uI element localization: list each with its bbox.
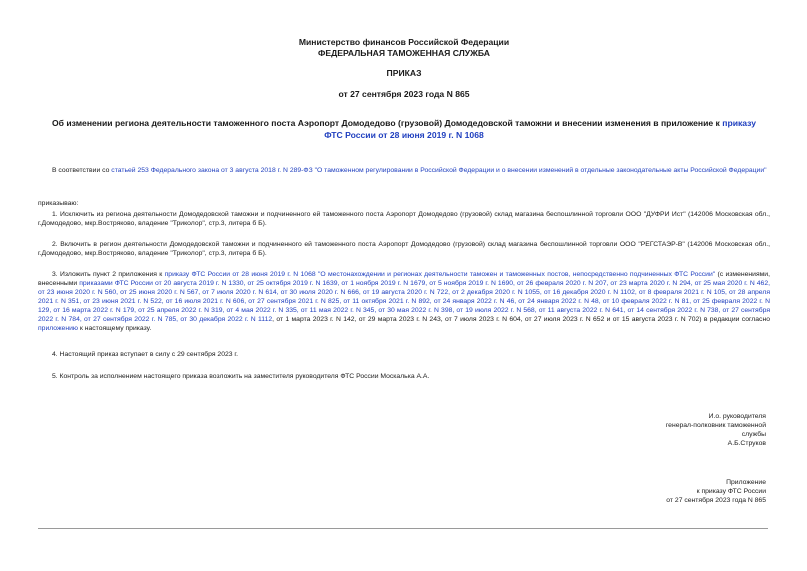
signature-line-3: службы — [741, 431, 766, 438]
item-3-suffix: к настоящему приказу. — [79, 325, 152, 332]
signature-name: А.Б.Струков — [727, 440, 766, 447]
item-3 — [38, 270, 770, 333]
item-5 — [38, 372, 770, 381]
document-type: ПРИКАЗ — [386, 68, 422, 78]
ministry-name: Министерство финансов Российской Федерации — [298, 37, 510, 47]
item-4 — [38, 350, 770, 359]
item-1-text: 1. Исключить из региона деятельности Домодедовской таможни и подчиненного ей таможенного поста Аэропорт Домодедово (грузовой) склад магазина беспошлинной торговли ООО "ДУФРИ Ист" (142006 Московская обл., г.Домодедово, мкр.Востряково, владение "Триколор", стр.3, литера б Б). — [38, 211, 770, 227]
item-2 — [38, 240, 770, 258]
appendix-line-3: от 27 сентября 2023 года N 865 — [666, 497, 766, 504]
preamble-law-link[interactable]: статьей 253 Федерального закона от 3 августа 2018 г. N 289-ФЗ "О таможенном регулировании в Российской Федерации и о внесении изменений в отдельные законодательные акты Российской Федерации" — [111, 167, 767, 174]
document-page — [38, 0, 770, 571]
item-1 — [38, 210, 770, 228]
signature-block — [626, 412, 766, 448]
item-2-text: 2. Включить в регион деятельности Домодедовской таможни и подчиненного ей таможенного поста Аэропорт Домодедово (грузовой) склад магазина беспошлинной торговли ООО "РЕГСТАЭР-В" (142006 Московская обл., г.Домодедово, мкр.Востряково, владение "Триколор", стр.3, литера б Б). — [38, 241, 770, 257]
item-4-text: 4. Настоящий приказ вступает в силу с 29 сентября 2023 г. — [52, 351, 238, 358]
page-divider — [38, 528, 768, 529]
service-name: ФЕДЕРАЛЬНАЯ ТАМОЖЕННАЯ СЛУЖБА — [318, 48, 490, 58]
title-text: Об изменении региона деятельности таможенного поста Аэропорт Домодедово (грузовой) Домодедовской таможни и внесении изменения в приложение к — [51, 118, 720, 128]
item-3-prefix: 3. Изложить пункт 2 приложения к — [52, 271, 163, 278]
appendix-block — [626, 478, 766, 505]
signature-line-1: И.о. руководителя — [708, 413, 766, 420]
item-5-text: 5. Контроль за исполнением настоящего приказа возложить на заместителя руководителя ФТС России Москалька А.А. — [52, 373, 430, 380]
appendix-line-2: к приказу ФТС России — [696, 488, 766, 495]
title-link-order[interactable]: приказу — [722, 118, 756, 128]
item-3-order-link[interactable]: приказу ФТС России от 28 июня 2019 г. N 1068 "О местонахождении и регионах деятельности таможен и таможенных постов, непосредственно подчиненных ФТС России" — [164, 271, 716, 278]
preamble-prefix: В соответствии со — [52, 167, 110, 174]
document-date-number: от 27 сентября 2023 года N 865 — [338, 89, 470, 99]
appendix-line-1: Приложение — [726, 479, 766, 486]
document-title — [38, 117, 770, 141]
item-3-amendments-link[interactable]: приказами ФТС России от 20 августа 2019 г. N 1330, от 25 октября 2019 г. N 1639, от 1 ноября 2019 г. N 1679, от 5 ноября 2019 г. N 1690, от 26 февраля 2020 г. N 207, от 23 марта 2020 г. N 294, от 25 мая 2020 г. N 462, от 23 июня 2020 г. N 560, от 25 июня 2020 г. N 567, от 7 июля 2020 г. N 614, от 30 июля 2020 г. N 666, от 19 августа 2020 г. N 722, от 2 декабря 2020 г. N 1055, от 16 декабря 2020 г. N 1102, от 8 февраля 2021 г. N 105, от 28 апреля 2021 г. N 351, от 23 июня 2021 г. N 522, от 16 июля 2021 г. N 606, от 27 сентября 2021 г. N 825, от 11 октября 2021 г. N 892, от 24 января 2022 г. N 46, от 24 января 2022 г. N 48, от 10 февраля 2022 г. N 81, от 25 февраля 2022 г. N 129, от 16 марта 2022 г. N 179, от 25 апреля 2022 г. N 319, от 4 мая 2022 г. N 335, от 11 мая 2022 г. N 345, от 30 мая 2022 г. N 398, от 19 июля 2022 г. N 568, от 11 августа 2022 г. N 641, от 14 сентября 2022 г. N 738, от 27 сентября 2022 г. N 784, от 27 сентября 2022 г. N 785, от 30 декабря 2022 г. N 1112 — [38, 280, 770, 323]
signature-line-2: генерал-полковник таможенной — [665, 422, 766, 429]
preamble-paragraph — [38, 166, 770, 175]
order-word: приказываю: — [38, 200, 79, 207]
item-3-appendix-link[interactable]: приложению — [38, 325, 78, 332]
item-3-mid1: (с изменениями, внесенными — [38, 271, 770, 287]
title-link-order-detail[interactable]: ФТС России от 28 июня 2019 г. N 1068 — [324, 130, 484, 140]
item-3-mid2: , от 1 марта 2023 г. N 142, от 29 марта 2023 г. N 243, от 7 июля 2023 г. N 604, от 27 июля 2023 г. N 652 и от 15 августа 2023 г. N 702) в редакции согласно — [272, 316, 770, 323]
